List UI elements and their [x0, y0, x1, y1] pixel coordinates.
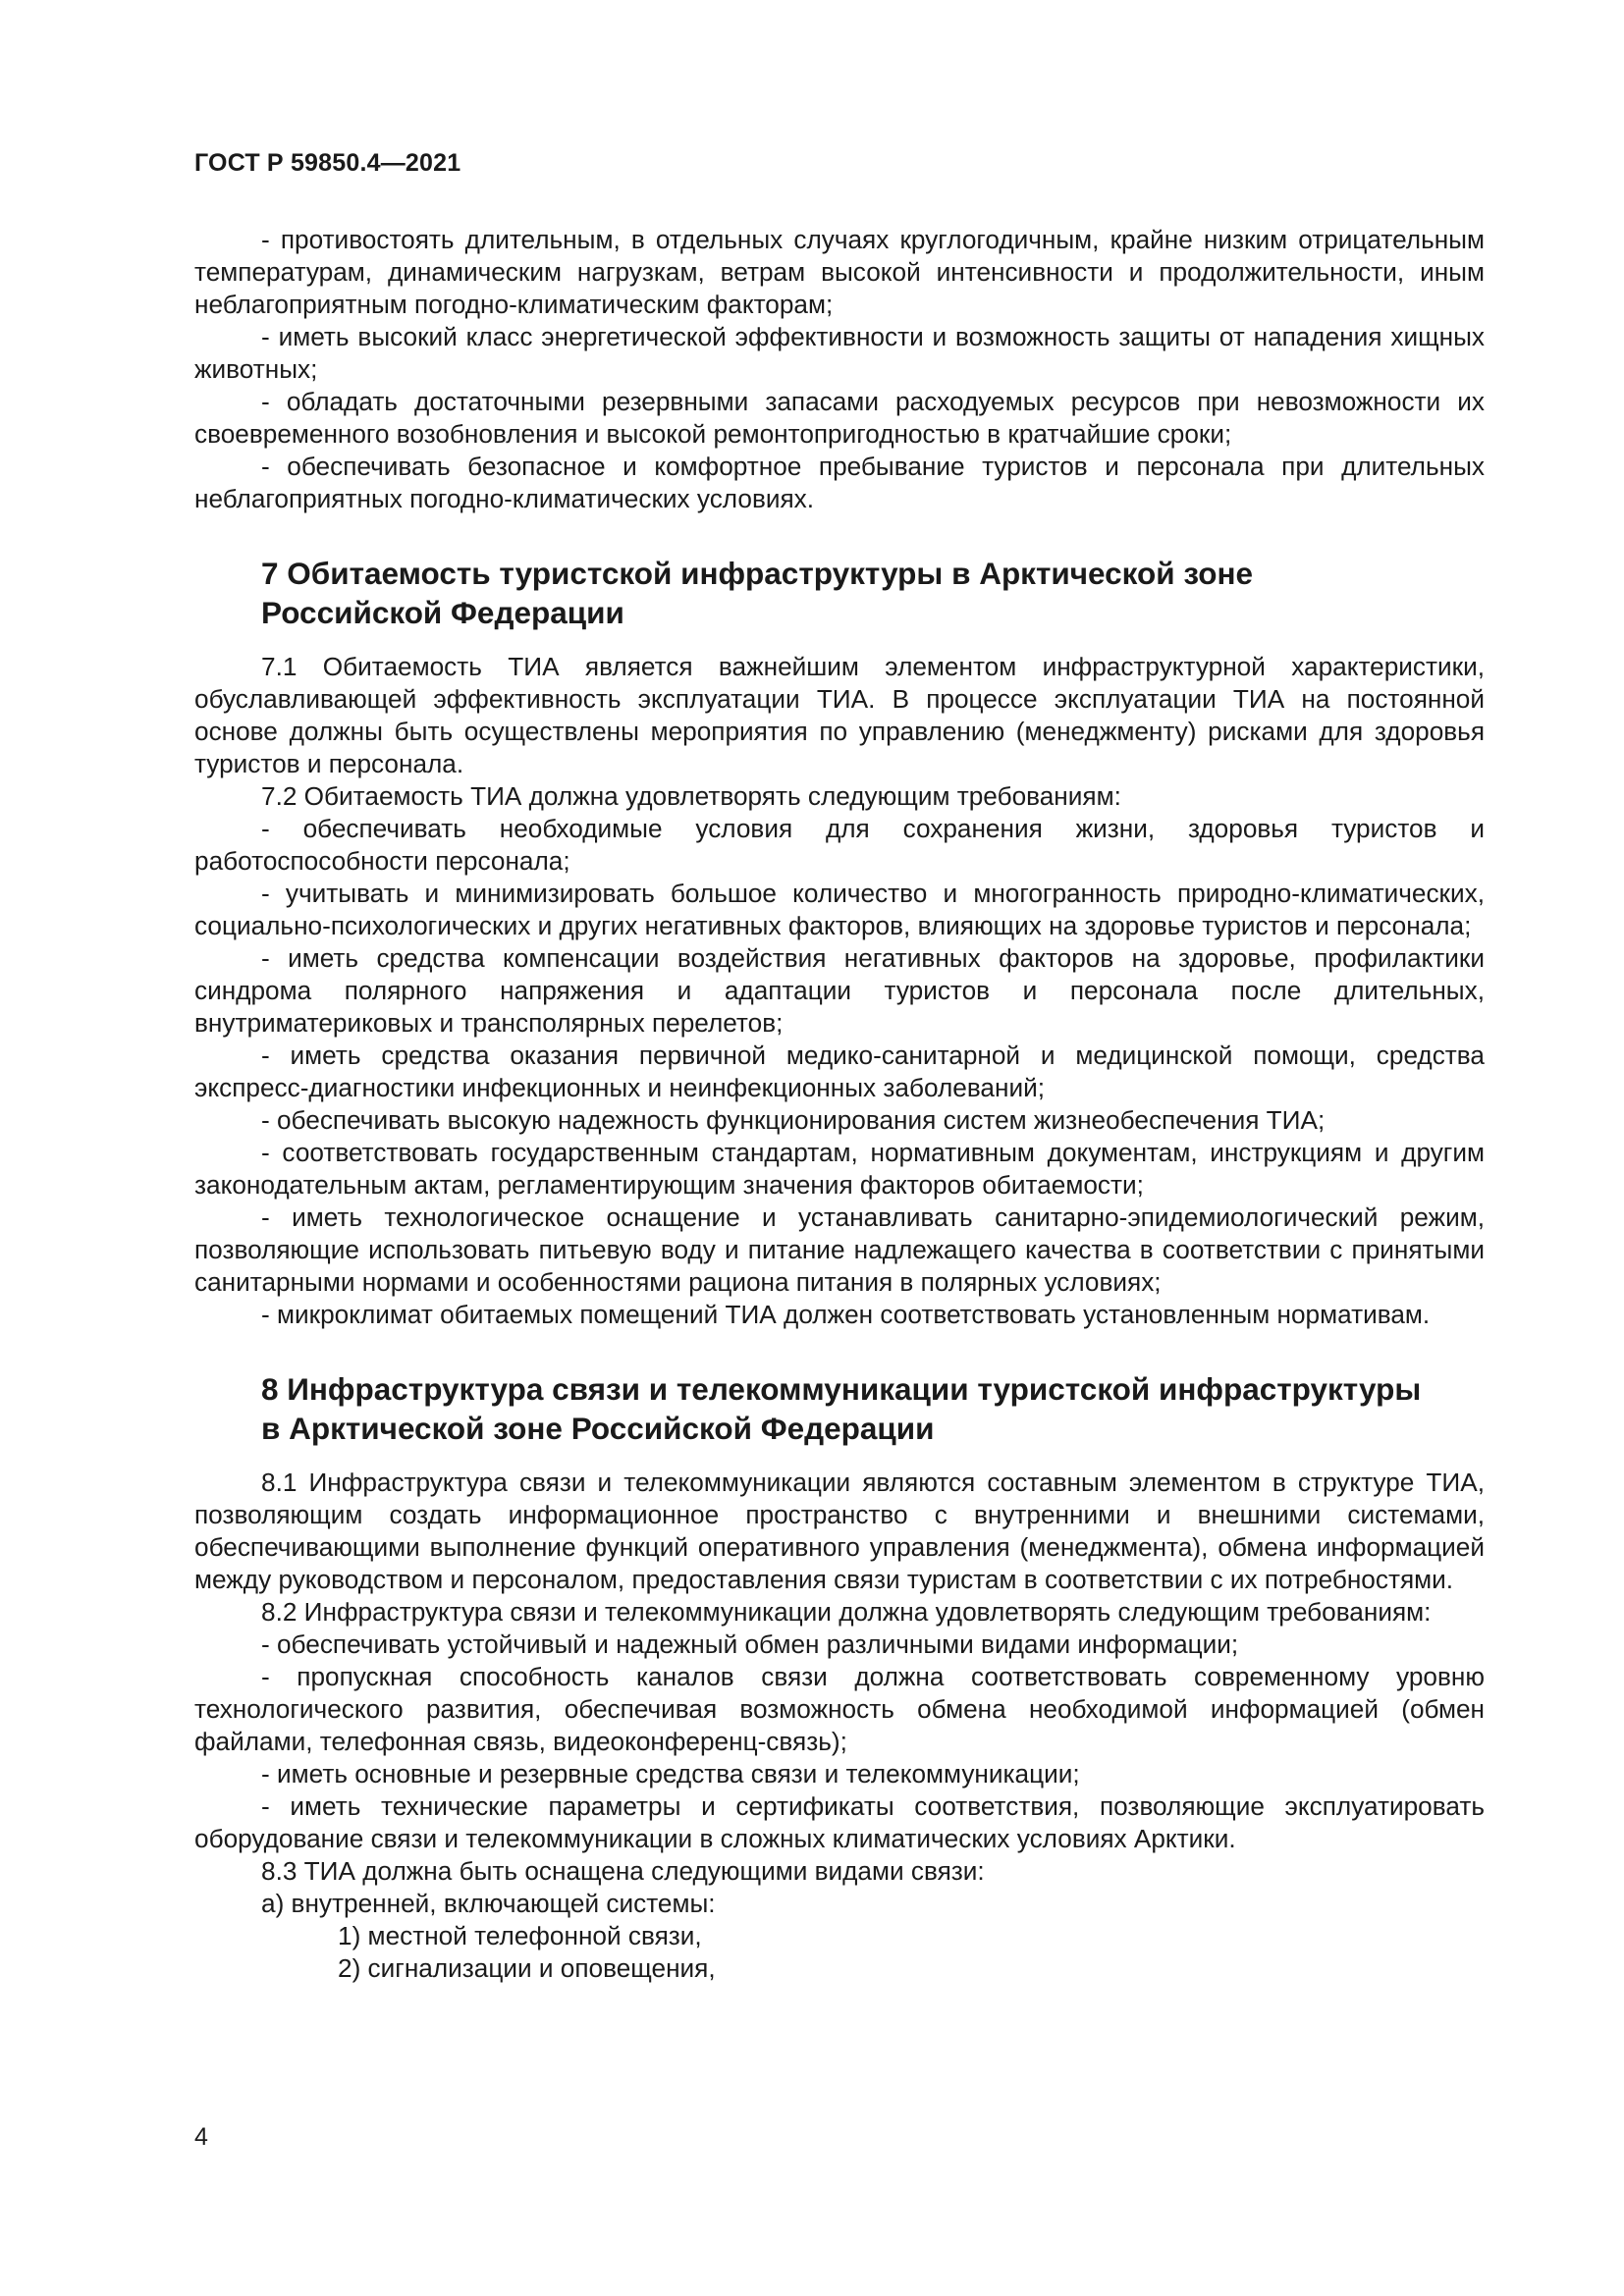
intro-item: - обеспечивать безопасное и комфортное пребывание туристов и персонала при длительных неблагоприятных погодно-климатических условиях.	[194, 452, 1485, 513]
section-8-heading	[194, 1369, 1485, 1448]
section-8-paragraph: 8.2 Инфраструктура связи и телекоммуникации должна удовлетворять следующим требованиям:	[261, 1597, 1432, 1627]
section-8-paragraph: - иметь технические параметры и сертификаты соответствия, позволяющие эксплуатировать оборудование связи и телекоммуникации в сложных климатических условиях Арктики.	[194, 1791, 1485, 1853]
document-body	[194, 224, 1485, 1985]
section-7-paragraph: - учитывать и минимизировать большое количество и многогранность природно-климатических, социально-психологических и других негативных факторов, влияющих на здоровье туристов и персонала;	[194, 879, 1485, 940]
section-8-paragraph: 8.3 ТИА должна быть оснащена следующими видами связи:	[261, 1856, 985, 1886]
section-8-heading-line1: 8 Инфраструктура связи и телекоммуникации туристской инфраструктуры	[261, 1371, 1422, 1407]
section-8-paragraph: - обеспечивать устойчивый и надежный обмен различными видами информации;	[261, 1629, 1239, 1659]
section-7-paragraph: - обеспечивать высокую надежность функционирования систем жизнеобеспечения ТИА;	[261, 1105, 1326, 1135]
section-7-paragraph: - микроклимат обитаемых помещений ТИА должен соответствовать установленным нормативам.	[261, 1300, 1431, 1329]
section-7-paragraph: - иметь средства компенсации воздействия негативных факторов на здоровье, профилактики синдрома полярного напряжения и адаптации туристов и персонала после длительных, внутриматериковых и трансполярных перелетов;	[194, 943, 1485, 1038]
section-7-heading-line2: Российской Федерации	[261, 595, 624, 630]
section-7-heading	[194, 554, 1485, 632]
intro-item: - иметь высокий класс энергетической эффективности и возможность защиты от нападения хищных животных;	[194, 322, 1485, 384]
section-7-paragraph: - иметь технологическое оснащение и устанавливать санитарно-эпидемиологический режим, позволяющие использовать питьевую воду и питание надлежащего качества в соответствии с принятыми санитарными нормами и особенностями рациона питания в полярных условиях;	[194, 1202, 1485, 1297]
section-8-sub-item: 2) сигнализации и оповещения,	[338, 1953, 716, 1983]
section-7-paragraph: 7.1 Обитаемость ТИА является важнейшим элементом инфраструктурной характеристики, обуславливающей эффективность эксплуатации ТИА. В процессе эксплуатации ТИА на постоянной основе должны быть осуществлены мероприятия по управлению (менеджменту) рисками для здоровья туристов и персонала.	[194, 652, 1485, 778]
section-8-sub-item: 1) местной телефонной связи,	[338, 1921, 702, 1950]
section-7-paragraph: 7.2 Обитаемость ТИА должна удовлетворять следующим требованиям:	[261, 781, 1121, 811]
intro-item: - обладать достаточными резервными запасами расходуемых ресурсов при невозможности их своевременного возобновления и высокой ремонтопригодностью в кратчайшие сроки;	[194, 387, 1485, 449]
section-7-paragraph: - иметь средства оказания первичной медико-санитарной и медицинской помощи, средства экспресс-диагностики инфекционных и неинфекционных заболеваний;	[194, 1041, 1485, 1102]
section-8-heading-line2: в Арктической зоне Российской Федерации	[261, 1411, 935, 1446]
section-7-heading-line1: 7 Обитаемость туристской инфраструктуры в Арктической зоне	[261, 556, 1254, 591]
section-7-paragraph: - соответствовать государственным стандартам, нормативным документам, инструкциям и другим законодательным актам, регламентирующим значения факторов обитаемости;	[194, 1138, 1485, 1200]
section-8-paragraph: - пропускная способность каналов связи должна соответствовать современному уровню технологического развития, обеспечивая возможность обмена необходимой информацией (обмен файлами, телефонная связь, видеоконференц-связь);	[194, 1662, 1485, 1756]
section-8-paragraph: а) внутренней, включающей системы:	[261, 1889, 716, 1918]
intro-item: - противостоять длительным, в отдельных случаях круглогодичным, крайне низким отрицательным температурам, динамическим нагрузкам, ветрам высокой интенсивности и продолжительности, иным неблагоприятным погодно-климатическим факторам;	[194, 225, 1485, 319]
page-number: 4	[194, 2123, 208, 2151]
document-header: ГОСТ Р 59850.4—2021	[194, 149, 461, 177]
section-8-paragraph: 8.1 Инфраструктура связи и телекоммуникации являются составным элементом в структуре ТИА, позволяющим создать информационное пространство с внутренними и внешними системами, обеспечивающими выполнение функций оперативного управления (менеджмента), обмена информацией между руководством и персоналом, предоставления связи туристам в соответствии с их потребностями.	[194, 1468, 1485, 1594]
section-8-paragraph: - иметь основные и резервные средства связи и телекоммуникации;	[261, 1759, 1080, 1789]
section-7-paragraph: - обеспечивать необходимые условия для сохранения жизни, здоровья туристов и работоспособности персонала;	[194, 814, 1485, 876]
